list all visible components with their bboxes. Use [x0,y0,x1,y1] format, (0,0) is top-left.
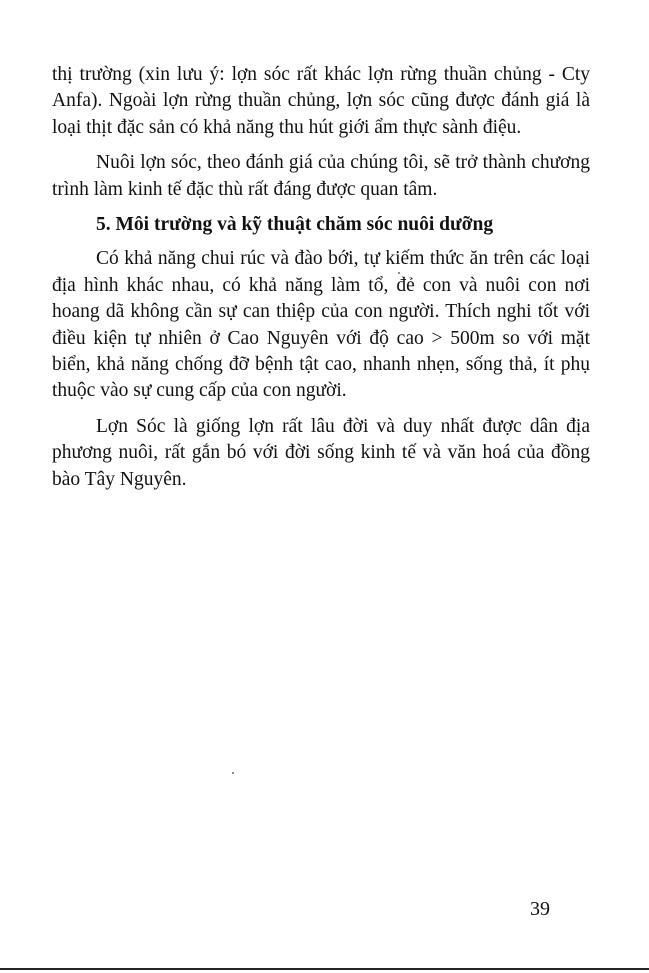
paragraph-environment: Có khả năng chui rúc và đào bới, tự kiếm thức ăn trên các loại địa hình khác nhau, có khả năng làm tổ, đẻ con và nuôi con nơi hoang dã không cần sự can thiệp của con người. Thích nghi tốt với điều kiện tự nhiên ở Cao Nguyên với độ cao > 500m so với mặt biển, khả năng chống đỡ bệnh tật cao, nhanh nhẹn, sống thả, ít phụ thuộc vào sự cung cấp của con người. [52,248,590,402]
section-heading: 5. Môi trường và kỹ thuật chăm sóc nuôi dưỡng [96,214,494,236]
paragraph-assessment: Nuôi lợn sóc, theo đánh giá của chúng tôi, sẽ trở thành chương trình làm kinh tế đặc thù rất đáng được quan tâm. [52,152,590,200]
scan-speck [398,272,400,274]
body-text [52,62,590,502]
paragraph-breed-origin: Lợn Sóc là giống lợn rất lâu đời và duy nhất được dân địa phương nuôi, rất gắn bó với đời sống kinh tế và văn hoá của đồng bào Tây Nguyên. [52,415,590,490]
bottom-rule [0,968,649,970]
page-number: 39 [530,898,550,920]
scan-speck [232,772,234,774]
paragraph-continuation: thị trường (xin lưu ý: lợn sóc rất khác lợn rừng thuần chủng - Cty Anfa). Ngoài lợn rừng thuần chủng, lợn sóc cũng được đánh giá là loại thịt đặc sản có khả năng thu hút giới ẩm thực sành điệu. [52,64,590,138]
